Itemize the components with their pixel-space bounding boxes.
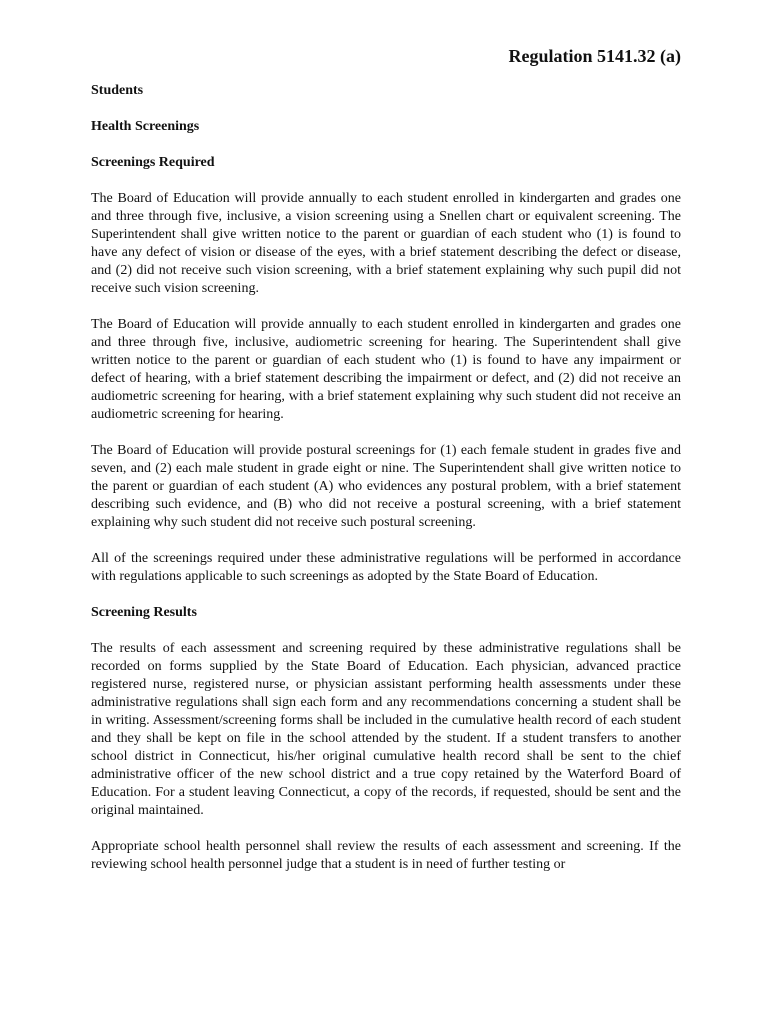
paragraph-screening-results: The results of each assessment and screening required by these administrative regulations shall be recorded on forms supplied by the State Board of Education. Each physician, advanced practice registered nurse, registered nurse, or physician assistant performing health assessments under these administrative regulations shall sign each form and any recommendations concerning a student shall be in writing. Assessment/screening forms shall be included in the cumulative health record of each student and they shall be kept on file in the school attended by the student. If a student transfers to another school district in Connecticut, his/her original cumulative health record shall be sent to the chief administrative officer of the new school district and a true copy retained by the Waterford Board of Education. For a student leaving Connecticut, a copy of the records, if requested, should be sent and the original maintained. <box>91 641 681 818</box>
section-heading-students: Students <box>91 83 144 98</box>
section-heading-screening-results: Screening Results <box>91 605 197 620</box>
section-heading-screenings-required: Screenings Required <box>91 155 215 170</box>
paragraph-vision-screening: The Board of Education will provide annually to each student enrolled in kindergarten and grades one and three through five, inclusive, a vision screening using a Snellen chart or equivalent screening. The Superintendent shall give written notice to the parent or guardian of each student who (1) is found to have any defect of vision or disease of the eyes, with a brief statement describing the defect or disease, and (2) did not receive such vision screening, with a brief statement explaining why such pupil did not receive such vision screening. <box>91 191 681 296</box>
paragraph-review-results: Appropriate school health personnel shall review the results of each assessment and screening. If the reviewing school health personnel judge that a student is in need of further testing or <box>91 839 681 872</box>
section-heading-health-screenings: Health Screenings <box>91 119 200 134</box>
paragraph-all-screenings: All of the screenings required under these administrative regulations will be performed in accordance with regulations applicable to such screenings as adopted by the State Board of Education. <box>91 551 681 584</box>
regulation-number: Regulation 5141.32 (a) <box>508 46 681 66</box>
paragraph-postural-screening: The Board of Education will provide postural screenings for (1) each female student in grades five and seven, and (2) each male student in grade eight or nine. The Superintendent shall give written notice to the parent or guardian of each student (A) who evidences any postural problem, with a brief statement describing such evidence, and (B) who did not receive a postural screening, with a brief statement explaining why such student did not receive such postural screening. <box>91 443 681 530</box>
document-page <box>91 44 681 892</box>
paragraph-hearing-screening: The Board of Education will provide annually to each student enrolled in kindergarten and grades one and three through five, inclusive, audiometric screening for hearing. The Superintendent shall give written notice to the parent or guardian of each student who (1) is found to have any impairment or defect of hearing, with a brief statement describing the impairment or defect, and (2) did not receive an audiometric screening for hearing, with a brief statement explaining why such student did not receive an audiometric screening for hearing. <box>91 317 681 422</box>
